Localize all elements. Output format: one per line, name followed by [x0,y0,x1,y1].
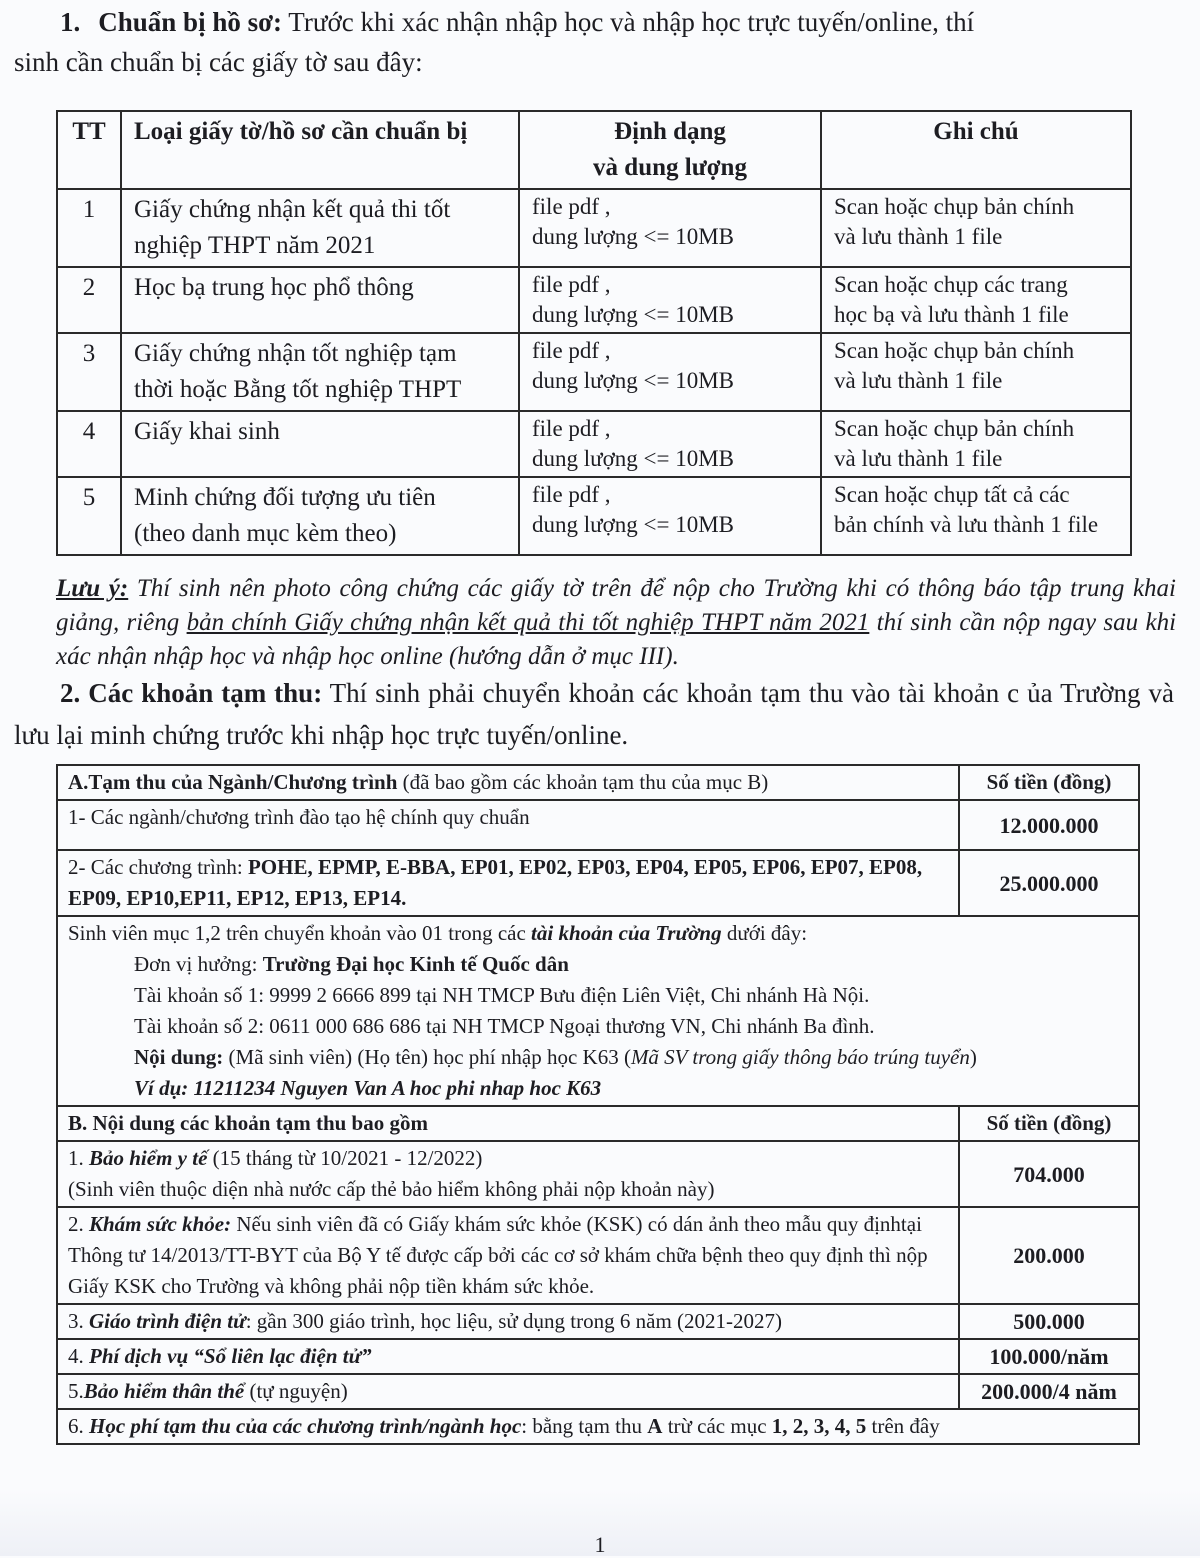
section-number: 1. [60,7,81,37]
account-1: Tài khoản số 1: 9999 2 6666 899 tại NH TMCP Bưu điện Liên Việt, Chi nhánh Hà Nội. [134,983,870,1007]
section-title: Các khoản tạm thu: [88,678,323,708]
fee-label: 5.Bảo hiểm thân thể (tự nguyện) [57,1374,959,1409]
fee-amount: 200.000/4 năm [959,1374,1139,1409]
transfer-content: Nội dung: (Mã sinh viên) (Họ tên) học phí nhập học K63 (Mã SV trong giấy thông báo trúng tuyển) [134,1045,977,1069]
section-2-heading [14,672,1174,756]
fees-header-b [57,1106,1139,1141]
row-note: Scan hoặc chụp tất cả các bản chính và lưu thành 1 file [821,477,1131,555]
fee-label: 2. Khám sức khỏe: Nếu sinh viên đã có Giấy khám sức khỏe (KSK) có dán ảnh theo mẫu quy địnhtại Thông tư 14/2013/TT-BYT của Bộ Y tế được cấp bởi các cơ sở khám chữa bệnh theo quy định thì nộp Giấy KSK cho Trường và không phải nộp tiền khám sức khỏe. [57,1207,959,1304]
note-label: Lưu ý: [56,575,129,602]
row-doc-type: Giấy chứng nhận tốt nghiệp tạm thời hoặc Bằng tốt nghiệp THPT [121,333,519,411]
fee-amount: 100.000/năm [959,1339,1139,1374]
row-tt: 2 [57,267,121,333]
amount-header: Số tiền (đồng) [959,765,1139,800]
section-text: Thí sinh phải chuyển khoản các khoản tạm thu vào tài khoản c ủa Trường và lưu lại minh chứng trước khi nhập học trực tuyến/online. [14,678,1175,750]
table-row [57,411,1131,477]
section-1-heading [14,2,1174,82]
row-format: file pdf , dung lượng <= 10MB [519,333,821,411]
row-tt: 5 [57,477,121,555]
table-header-row [57,111,1131,189]
fee-label: 1. Bảo hiểm y tế (15 tháng từ 10/2021 - 12/2022) (Sinh viên thuộc diện nhà nước cấp thẻ bảo hiểm không phải nộp khoản này) [57,1141,959,1207]
section-text-continued: sinh cần chuẩn bị các giấy tờ sau đây: [14,47,423,77]
row-note: Scan hoặc chụp các trang học bạ và lưu thành 1 file [821,267,1131,333]
row-doc-type: Minh chứng đối tượng ưu tiên (theo danh mục kèm theo) [121,477,519,555]
row-format: file pdf , dung lượng <= 10MB [519,267,821,333]
row-tt: 1 [57,189,121,267]
bank-info-row [57,916,1139,1106]
header-b-label: B. Nội dung các khoản tạm thu bao gồm [57,1106,959,1141]
fees-header-a [57,765,1139,800]
fee-label: 3. Giáo trình điện tử: gần 300 giáo trình, học liệu, sử dụng trong 6 năm (2021-2027) [57,1304,959,1339]
fee-amount: 25.000.000 [959,850,1139,916]
fee-row [57,1304,1139,1339]
page-number: 1 [594,1532,606,1557]
fee-label: 6. Học phí tạm thu của các chương trình/ngành học: bằng tạm thu A trừ các mục 1, 2, 3, 4, 5 trên đây [57,1409,1139,1444]
fee-label: 1- Các ngành/chương trình đào tạo hệ chính quy chuẩn [57,800,959,850]
fee-label: 2- Các chương trình: POHE, EPMP, E-BBA, EP01, EP02, EP03, EP04, EP05, EP06, EP07, EP08, EP09, EP10,EP11, EP12, EP13, EP14. [57,850,959,916]
note-underlined-text: bản chính Giấy chứng nhận kết quả thi tốt nghiệp THPT năm 2021 [186,609,870,636]
row-doc-type: Giấy khai sinh [121,411,519,477]
row-note: Scan hoặc chụp bản chính và lưu thành 1 file [821,411,1131,477]
table-row [57,267,1131,333]
documents-table [56,110,1132,556]
section-title: Chuẩn bị hồ sơ: [98,7,283,37]
fee-row [57,1374,1139,1409]
fee-row [57,800,1139,850]
table-row [57,477,1131,555]
bank-info: Sinh viên mục 1,2 trên chuyển khoản vào 01 trong các tài khoản của Trường dưới đây: Đơn vị hưởng: Trường Đại học Kinh tế Quốc dân Tài khoản số 1: 9999 2 6666 899 tại NH TMCP Bưu điện Liên Việt, Chi nhánh Hà Nội. Tài khoản số 2: 0611 000 686 686 tại NH TMCP Ngoại thương VN, Chi nhánh Ba đình. Nội dung: (Mã sinh viên) (Họ tên) học phí nhập học K63 (Mã SV trong giấy thông báo trúng tuyển) Ví dụ: 11211234 Nguyen Van A hoc phi nhap hoc K63 [57,916,1139,1106]
row-note: Scan hoặc chụp bản chính và lưu thành 1 file [821,333,1131,411]
row-note: Scan hoặc chụp bản chính và lưu thành 1 file [821,189,1131,267]
row-format: file pdf , dung lượng <= 10MB [519,189,821,267]
fee-row [57,850,1139,916]
row-tt: 3 [57,333,121,411]
row-doc-type: Học bạ trung học phổ thông [121,267,519,333]
note-text: Thí sinh nên photo công chứng các giấy tờ trên để nộp cho Trường khi có thông báo tập trung khai giảng, riêng [56,575,1176,636]
row-format: file pdf , dung lượng <= 10MB [519,477,821,555]
table-row [57,333,1131,411]
header-doc-type: Loại giấy tờ/hồ sơ cần chuẩn bị [121,111,519,189]
transfer-example: Ví dụ: 11211234 Nguyen Van A hoc phi nhap hoc K63 [134,1076,602,1100]
fee-row [57,1339,1139,1374]
fee-row [57,1207,1139,1304]
table-row [57,189,1131,267]
note-paragraph [56,572,1176,674]
header-note: Ghi chú [821,111,1131,189]
fee-row [57,1409,1139,1444]
amount-header: Số tiền (đồng) [959,1106,1139,1141]
section-text: Trước khi xác nhận nhập học và nhập học trực tuyến/online, thí [282,7,975,37]
fee-amount: 200.000 [959,1207,1139,1304]
row-format: file pdf , dung lượng <= 10MB [519,411,821,477]
fee-amount: 500.000 [959,1304,1139,1339]
fees-table [56,764,1140,1445]
header-a-label: A.Tạm thu của Ngành/Chương trình (đã bao gồm các khoản tạm thu của mục B) [57,765,959,800]
fee-amount: 704.000 [959,1141,1139,1207]
header-tt: TT [57,111,121,189]
row-doc-type: Giấy chứng nhận kết quả thi tốt nghiệp THPT năm 2021 [121,189,519,267]
section-number: 2. [60,678,81,708]
row-tt: 4 [57,411,121,477]
fee-row [57,1141,1139,1207]
beneficiary-line: Đơn vị hưởng: Trường Đại học Kinh tế Quốc dân [134,952,569,976]
header-format: Định dạng và dung lượng [519,111,821,189]
fee-label: 4. Phí dịch vụ “Sổ liên lạc điện tử” [57,1339,959,1374]
account-2: Tài khoản số 2: 0611 000 686 686 tại NH TMCP Ngoại thương VN, Chi nhánh Ba đình. [134,1014,875,1038]
note-text-end: thí sinh cần nộp ngay sau khi xác nhận nhập học và nhập học online (hướng dẫn ở mục III). [56,609,1177,670]
fee-amount: 12.000.000 [959,800,1139,850]
